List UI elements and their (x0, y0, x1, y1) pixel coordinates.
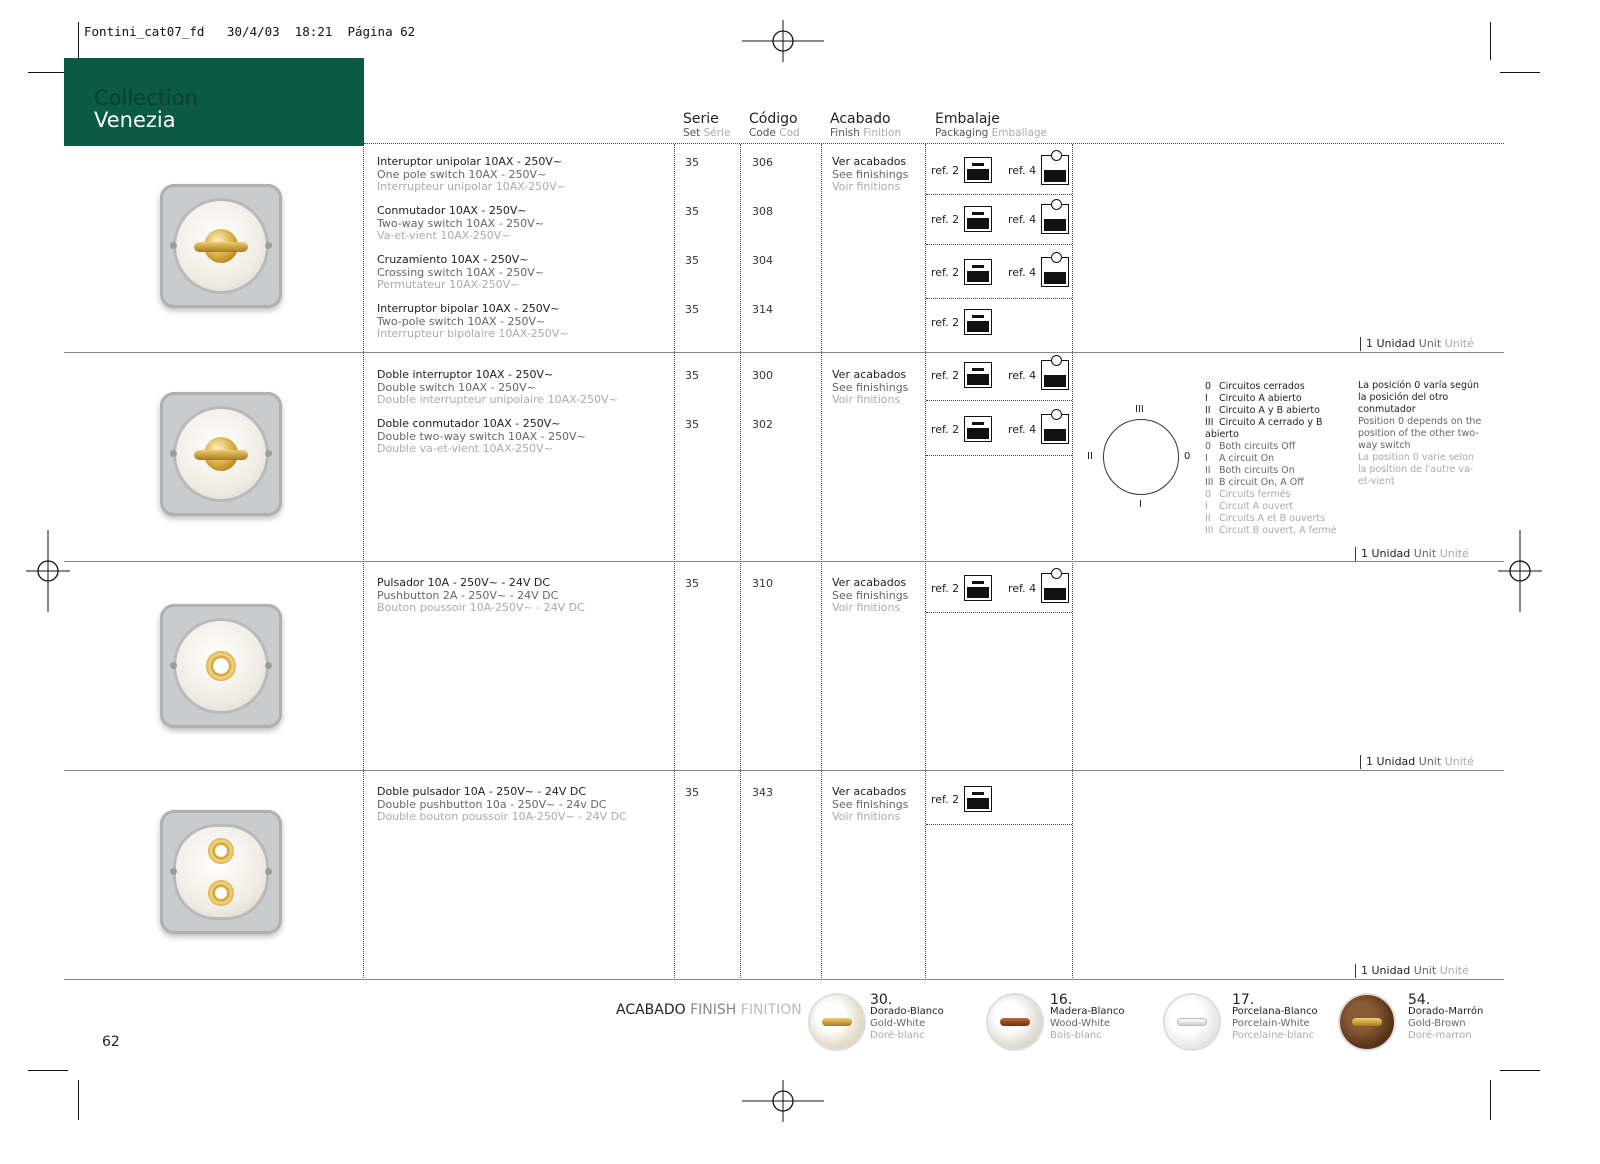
finish-ref: Ver acabados See finishings Voir finitions (832, 576, 909, 614)
serie-value: 35 (685, 205, 699, 218)
section-rule (64, 352, 1504, 353)
finish-16: 16. Madera-Blanco Wood-White Bois-blanc (1050, 992, 1125, 1041)
pack-rule (926, 400, 1072, 401)
product-description: Interruptor bipolar 10AX - 250V~ Two-pole switch 10AX - 250V~ Interrupteur bipolaire 10AX-250V~ (377, 302, 569, 340)
box-package-icon (1041, 573, 1069, 603)
col-divider (740, 144, 741, 980)
box-package-icon (1041, 360, 1069, 390)
ref-4-label: ref. 4 (1008, 582, 1037, 595)
double-pushbutton-image (160, 810, 282, 934)
registration-mark-left (26, 530, 70, 612)
header-rule (364, 143, 1504, 144)
print-slug (84, 24, 415, 39)
ref-2-label: ref. 2 (931, 793, 960, 806)
finish-lever (822, 1018, 852, 1026)
pack-rule (926, 824, 1072, 825)
serie-value: 35 (685, 254, 699, 267)
dial-label-top: III (1135, 404, 1144, 415)
registration-mark-bottom (742, 1080, 824, 1122)
box-package-icon (1041, 414, 1069, 444)
serie-value: 35 (685, 369, 699, 382)
finish-lever (1000, 1018, 1030, 1026)
crop-mark (78, 1080, 79, 1120)
serie-value: 35 (685, 156, 699, 169)
switch-image-lever (160, 184, 282, 308)
finish-54: 54. Dorado-Marrón Gold-Brown Doré-marron (1408, 992, 1484, 1041)
slug-page: Página 62 (347, 24, 416, 39)
collection-name: Venezia (94, 108, 176, 132)
finish-30: 30. Dorado-Blanco Gold-White Doré-blanc (870, 992, 944, 1041)
finish-ref: Ver acabados See finishings Voir finitions (832, 785, 909, 823)
switch-position-dial (1103, 419, 1179, 495)
serie-value: 35 (685, 303, 699, 316)
position-legend: 0 Circuitos cerrados I Circuito A abierto II Circuito A y B abierto III Circuito A cerrado y B abierto 0 Both circuits Off I A circuit On II Both circuits On III B circuit On, A Off 0 Circuits fermés I Circuit A ouvert II Circuits A et B ouverts III Circuit B ouvert, A fermé (1205, 381, 1337, 536)
dial-label-left: II (1087, 451, 1093, 462)
section-rule (64, 561, 1504, 562)
slug-date: 30/4/03 (227, 24, 280, 39)
col-acabado: Acabado Finish Finition (830, 111, 902, 139)
col-divider (821, 144, 822, 980)
page-number: 62 (102, 1034, 120, 1050)
package-icon (964, 157, 992, 183)
serie-value: 35 (685, 418, 699, 431)
code-value: 302 (752, 418, 773, 431)
finish-lever (1352, 1018, 1382, 1026)
code-value: 314 (752, 303, 773, 316)
section-rule (64, 979, 1504, 980)
product-description: Conmutador 10AX - 250V~ Two-way switch 10AX - 250V~ Va-et-vient 10AX-250V~ (377, 204, 544, 242)
unit-bar (1360, 337, 1361, 351)
unit-bar (1355, 547, 1356, 561)
crop-mark (28, 72, 66, 73)
ref-4-label: ref. 4 (1008, 423, 1037, 436)
crop-mark (28, 1070, 68, 1071)
registration-mark-top (742, 20, 824, 62)
unit-label: 1 Unidad Unit Unité (1361, 964, 1469, 977)
code-value: 300 (752, 369, 773, 382)
col-embalaje: Embalaje Packaging Emballage (935, 111, 1048, 139)
serie-value: 35 (685, 786, 699, 799)
slug-file: Fontini_cat07_fd (84, 24, 205, 39)
col-codigo: Código Code Cod (749, 111, 800, 139)
box-package-icon (1041, 257, 1069, 287)
col-serie: Serie Set Série (683, 111, 731, 139)
collection-header (64, 58, 364, 146)
pushbutton-image (160, 604, 282, 728)
unit-label: 1 Unidad Unit Unité (1366, 755, 1474, 768)
unit-label: 1 Unidad Unit Unité (1361, 547, 1469, 560)
crop-mark (78, 22, 79, 60)
pack-rule (926, 455, 1072, 456)
product-description: Doble conmutador 10AX - 250V~ Double two-way switch 10AX - 250V~ Double va-et-vient 10AX-250V~ (377, 417, 586, 455)
code-value: 306 (752, 156, 773, 169)
unit-bar (1355, 964, 1356, 978)
ref-2-label: ref. 2 (931, 213, 960, 226)
ref-4-label: ref. 4 (1008, 213, 1037, 226)
finish-17: 17. Porcelana-Blanco Porcelain-White Porcelaine-blanc (1232, 992, 1318, 1041)
product-description: Interuptor unipolar 10AX - 250V~ One pole switch 10AX - 250V~ Interrupteur unipolar 10AX-250V~ (377, 155, 566, 193)
crop-mark (1490, 1080, 1491, 1120)
pack-rule (926, 244, 1072, 245)
switch-image-double (160, 392, 282, 516)
pack-rule (926, 194, 1072, 195)
finish-ref: Ver acabados See finishings Voir finitions (832, 368, 909, 406)
product-description: Pulsador 10A - 250V~ - 24V DC Pushbutton 2A - 250V~ - 24V DC Bouton poussoir 10A-250V~ - 24V DC (377, 576, 585, 614)
serie-value: 35 (685, 577, 699, 590)
ref-2-label: ref. 2 (931, 423, 960, 436)
dial-label-bottom: I (1139, 499, 1142, 510)
product-description: Doble pulsador 10A - 250V~ - 24V DC Double pushbutton 10a - 250V~ - 24v DC Double bouton poussoir 10A-250V~ - 24V DC (377, 785, 627, 823)
finishes-heading: ACABADO FINISH FINITION (616, 1002, 802, 1018)
package-icon (964, 575, 992, 601)
package-icon (964, 362, 992, 388)
ref-4-label: ref. 4 (1008, 266, 1037, 279)
dial-label-right: 0 (1184, 451, 1191, 462)
pack-rule (926, 612, 1072, 613)
ref-4-label: ref. 4 (1008, 164, 1037, 177)
crop-mark (1490, 22, 1491, 60)
col-divider (1072, 144, 1073, 980)
col-divider (674, 144, 675, 980)
crop-mark (1500, 72, 1540, 73)
col-divider (363, 144, 364, 980)
unit-bar (1360, 755, 1361, 769)
product-description: Cruzamiento 10AX - 250V~ Crossing switch 10AX - 250V~ Permutateur 10AX-250V~ (377, 253, 545, 291)
pack-rule (926, 298, 1072, 299)
package-icon (964, 786, 992, 812)
package-icon (964, 206, 992, 232)
crop-mark (1500, 1070, 1540, 1071)
collection-label: Collection (94, 86, 198, 110)
ref-4-label: ref. 4 (1008, 369, 1037, 382)
product-description: Doble interruptor 10AX - 250V~ Double switch 10AX - 250V~ Double interrupteur unipolaire 10AX-250V~ (377, 368, 618, 406)
package-icon (964, 309, 992, 335)
col-divider (925, 144, 926, 980)
section-rule (64, 770, 1504, 771)
ref-2-label: ref. 2 (931, 316, 960, 329)
registration-mark-right (1498, 530, 1542, 612)
finish-lever (1177, 1018, 1207, 1026)
ref-2-label: ref. 2 (931, 582, 960, 595)
package-icon (964, 259, 992, 285)
unit-label: 1 Unidad Unit Unité (1366, 337, 1474, 350)
slug-time: 18:21 (294, 24, 333, 39)
position-note: La posición 0 varía según la posición del otro conmutador Position 0 depends on the position of the other two-way switch La position 0 varie selon la position de l'autre va-et-vient (1358, 380, 1482, 487)
code-value: 310 (752, 577, 773, 590)
code-value: 343 (752, 786, 773, 799)
box-package-icon (1041, 204, 1069, 234)
package-icon (964, 416, 992, 442)
ref-2-label: ref. 2 (931, 164, 960, 177)
ref-2-label: ref. 2 (931, 266, 960, 279)
code-value: 304 (752, 254, 773, 267)
finish-ref: Ver acabados See finishings Voir finitions (832, 155, 909, 193)
ref-2-label: ref. 2 (931, 369, 960, 382)
code-value: 308 (752, 205, 773, 218)
box-package-icon (1041, 155, 1069, 185)
